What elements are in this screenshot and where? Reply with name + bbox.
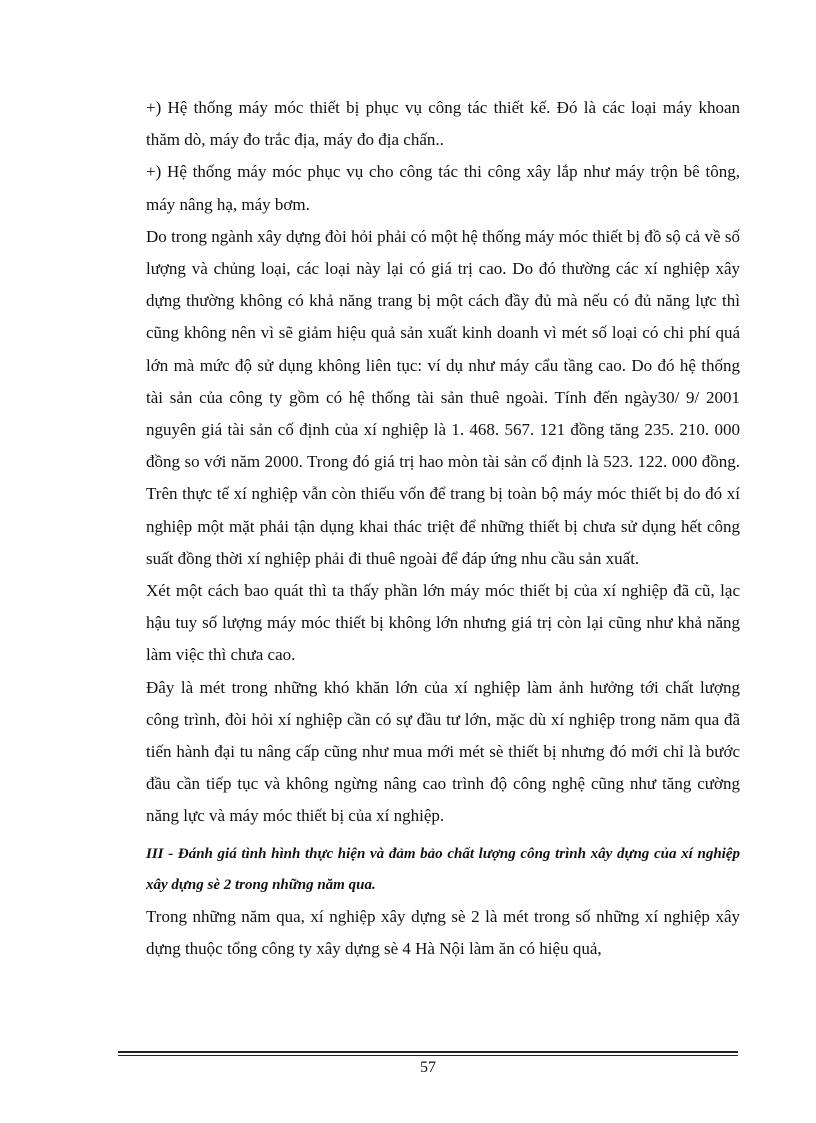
- paragraph-asset-overview: Do trong ngành xây dựng đòi hỏi phải có một hệ thống máy móc thiết bị đồ sộ cả về số lượng và chủng loại, các loại này lại có giá trị cao. Do đó thường các xí nghiệp xây dựng thường không có khả năng trang bị một cách đầy đủ mà nếu có đủ năng lực thì cũng không nên vì sẽ giảm hiệu quả sản xuất kinh doanh vì mét số loại có chi phí quá lớn mà mức độ sử dụng không liên tục: ví dụ như máy cẩu tầng cao. Do đó hệ thống tài sản của công ty gồm có hệ thống tài sản thuê ngoài. Tính đến ngày30/ 9/ 2001 nguyên giá tài sản cố định của xí nghiệp là 1. 468. 567. 121 đồng tăng 235. 210. 000 đồng so với năm 2000. Trong đó giá trị hao mòn tài sản cố định là 523. 122. 000 đồng. Trên thực tế xí nghiệp vẫn còn thiếu vốn để trang bị toàn bộ máy móc thiết bị do đó xí nghiệp một mặt phải tận dụng khai thác triệt để những thiết bị chưa sử dụng hết công suất đồng thời xí nghiệp phải đi thuê ngoài để đáp ứng nhu cầu sản xuất.: [146, 226, 740, 568]
- footer-rule-thin: [118, 1055, 738, 1056]
- section-heading: III - Đánh giá tình hình thực hiện và đảm bảo chất lượng công trình xây dựng của xí nghiệp xây dựng sè 2 trong những năm qua.: [146, 845, 740, 893]
- paragraph-closing: Trong những năm qua, xí nghiệp xây dựng sè 2 là mét trong số những xí nghiệp xây dựng thuộc tổng công ty xây dựng sè 4 Hà Nội làm ăn có hiệu quả,: [146, 906, 740, 958]
- document-body: [146, 92, 740, 965]
- footer-rule-thick: [118, 1051, 738, 1053]
- page-number: 57: [420, 1059, 436, 1076]
- paragraph-construction-equipment: +) Hệ thống máy móc phục vụ cho công tác thi công xây lắp như máy trộn bê tông, máy nâng hạ, máy bơm.: [146, 162, 740, 214]
- paragraph-design-equipment: +) Hệ thống máy móc thiết bị phục vụ công tác thiết kế. Đó là các loại máy khoan thăm dò, máy đo trắc địa, máy đo địa chấn..: [146, 98, 740, 150]
- paragraph-difficulties: Đây là mét trong những khó khăn lớn của xí nghiệp làm ảnh hưởng tới chất lượng công trình, đòi hỏi xí nghiệp cần có sự đầu tư lớn, mặc dù xí nghiệp trong năm qua đã tiến hành đại tu nâng cấp cũng như mua mới mét sè thiết bị nhưng đó mới chỉ là bước đầu cần tiếp tục và không ngừng nâng cao trình độ công nghệ cũng như tăng cường năng lực và máy móc thiết bị của xí nghiệp.: [146, 677, 740, 826]
- paragraph-equipment-condition: Xét một cách bao quát thì ta thấy phần lớn máy móc thiết bị của xí nghiệp đã cũ, lạc hậu tuy số lượng máy móc thiết bị không lớn nhưng giá trị còn lại cũng như khả năng làm việc thì chưa cao.: [146, 581, 740, 665]
